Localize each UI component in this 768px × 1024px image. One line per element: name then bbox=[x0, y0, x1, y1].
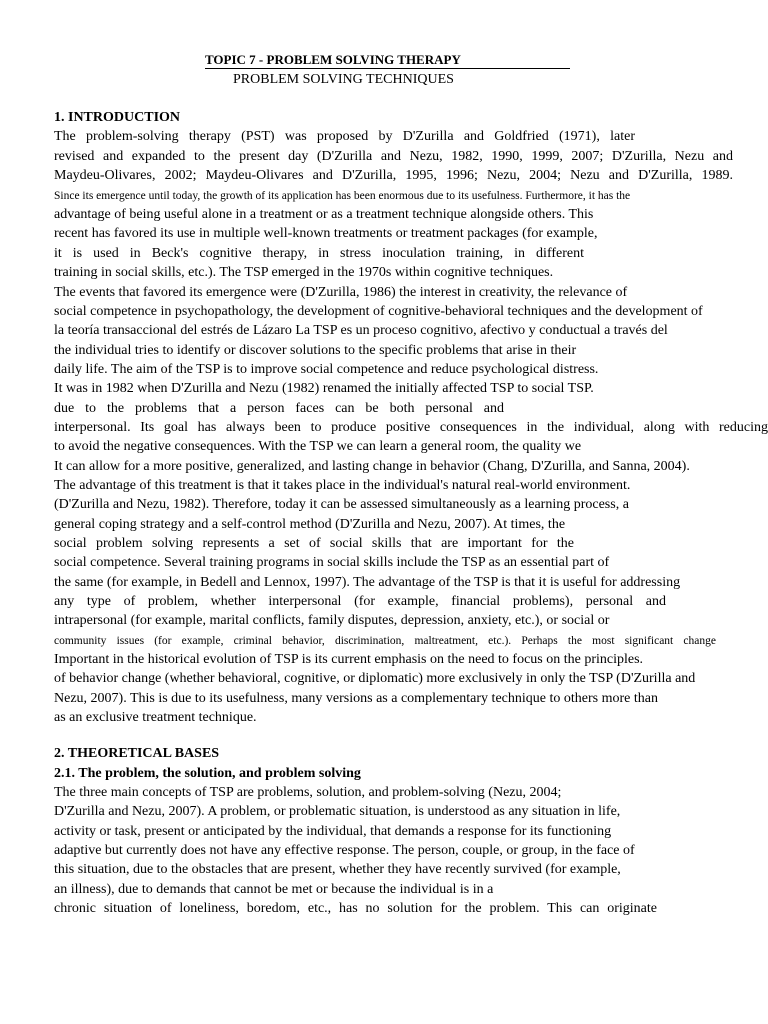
paragraph-line: social competence. Several training programs in social skills include the TSP as an essential part of bbox=[54, 555, 610, 570]
paragraph-line: The problem-solving therapy (PST) was proposed by D'Zurilla and Goldfried (1971), later bbox=[54, 129, 635, 144]
paragraph-line: general coping strategy and a self-control method (D'Zurilla and Nezu, 2007). At times, the bbox=[54, 517, 566, 532]
section-heading-introduction: 1. INTRODUCTION bbox=[54, 110, 181, 125]
paragraph-line: an illness), due to demands that cannot be met or because the individual is in a bbox=[54, 882, 494, 897]
document-title: TOPIC 7 - PROBLEM SOLVING THERAPY bbox=[205, 52, 570, 69]
paragraph-line: social competence in psychopathology, the development of cognitive-behavioral techniques and the development of bbox=[54, 304, 703, 319]
paragraph-line: adaptive but currently does not have any effective response. The person, couple, or group, in the face of bbox=[54, 843, 635, 858]
paragraph-line: training in social skills, etc.). The TSP emerged in the 1970s within cognitive techniques. bbox=[54, 265, 554, 280]
paragraph-line: this situation, due to the obstacles that are present, whether they have recently survived (for example, bbox=[54, 862, 621, 877]
paragraph-line: of behavior change (whether behavioral, cognitive, or diplomatic) more exclusively in only the TSP (D'Zurilla and bbox=[54, 671, 696, 686]
paragraph-line: social problem solving represents a set of social skills that are important for the bbox=[54, 536, 574, 551]
paragraph-line: chronic situation of loneliness, boredom, etc., has no solution for the problem. This can originate bbox=[54, 901, 657, 916]
paragraph-line: the individual tries to identify or discover solutions to the specific problems that arise in their bbox=[54, 343, 577, 358]
paragraph-line: intrapersonal (for example, marital conflicts, family disputes, depression, anxiety, etc.), or social or bbox=[54, 613, 610, 628]
paragraph-line: community issues (for example, criminal behavior, discrimination, maltreatment, etc.). Perhaps the most significant change bbox=[54, 635, 716, 647]
paragraph-line: recent has favored its use in multiple well-known treatments or treatment packages (for example, bbox=[54, 226, 598, 241]
paragraph-line: Maydeu-Olivares, 2002; Maydeu-Olivares and D'Zurilla, 1995, 1996; Nezu, 2004; Nezu and D'Zurilla, 1989. bbox=[54, 168, 733, 183]
paragraph-line: Important in the historical evolution of TSP is its current emphasis on the need to focus on the principles. bbox=[54, 652, 644, 667]
paragraph-line: activity or task, present or anticipated by the individual, that demands a response for its functioning bbox=[54, 824, 612, 839]
paragraph-line: The three main concepts of TSP are problems, solution, and problem-solving (Nezu, 2004; bbox=[54, 785, 562, 800]
paragraph-line: to avoid the negative consequences. With the TSP we can learn a general room, the quality we bbox=[54, 439, 582, 454]
paragraph-line: Since its emergence until today, the growth of its application has been enormous due to its usefulness. Furthermore, it has the bbox=[54, 190, 631, 202]
paragraph-line: D'Zurilla and Nezu, 2007). A problem, or problematic situation, is understood as any situation in life, bbox=[54, 804, 621, 819]
paragraph-line: It can allow for a more positive, generalized, and lasting change in behavior (Chang, D'Zurilla, and Sanna, 2004). bbox=[54, 459, 690, 474]
paragraph-line: Nezu, 2007). This is due to its usefulness, many versions as a complementary technique to others more than bbox=[54, 691, 658, 706]
paragraph-line: due to the problems that a person faces can be both personal and bbox=[54, 401, 504, 416]
paragraph-line: The events that favored its emergence were (D'Zurilla, 1986) the interest in creativity, the relevance of bbox=[54, 285, 628, 300]
paragraph-line: la teoría transaccional del estrés de Lázaro La TSP es un proceso cognitivo, afectivo y conductual a través del bbox=[54, 323, 668, 338]
subsection-heading: 2.1. The problem, the solution, and problem solving bbox=[54, 766, 361, 781]
paragraph-line: the same (for example, in Bedell and Lennox, 1997). The advantage of the TSP is that it is useful for addressing bbox=[54, 575, 681, 590]
paragraph-line: daily life. The aim of the TSP is to improve social competence and reduce psychological distress. bbox=[54, 362, 599, 377]
paragraph-line: The advantage of this treatment is that it takes place in the individual's natural real-world environment. bbox=[54, 478, 631, 493]
document-subtitle: PROBLEM SOLVING TECHNIQUES bbox=[233, 72, 454, 87]
paragraph-line: as an exclusive treatment technique. bbox=[54, 710, 257, 725]
paragraph-line: (D'Zurilla and Nezu, 1982). Therefore, today it can be assessed simultaneously as a learning process, a bbox=[54, 497, 629, 512]
paragraph-line: any type of problem, whether interpersonal (for example, financial problems), personal and bbox=[54, 594, 666, 609]
paragraph-line: It was in 1982 when D'Zurilla and Nezu (1982) renamed the initially affected TSP to social TSP. bbox=[54, 381, 594, 396]
paragraph-line: revised and expanded to the present day (D'Zurilla and Nezu, 1982, 1990, 1999, 2007; D'Zurilla, Nezu and bbox=[54, 149, 733, 164]
paragraph-line: advantage of being useful alone in a treatment or as a treatment technique alongside others. This bbox=[54, 207, 594, 222]
paragraph-line: it is used in Beck's cognitive therapy, in stress inoculation training, in different bbox=[54, 246, 584, 261]
section-heading-theoretical-bases: 2. THEORETICAL BASES bbox=[54, 746, 220, 761]
paragraph-line: interpersonal. Its goal has always been to produce positive consequences in the individual, along with reducing bbox=[54, 420, 768, 435]
